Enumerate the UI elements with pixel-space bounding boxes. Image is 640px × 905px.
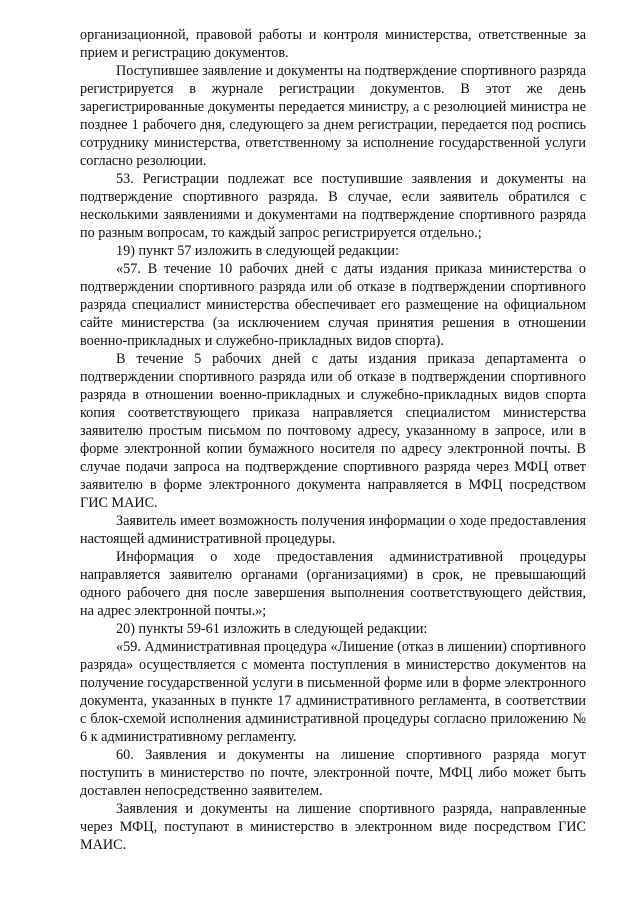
paragraph-item-57: «57. В течение 10 рабочих дней с даты издания приказа министерства о подтверждении спортивного разряда или об отказе в подтверждении спортивного разряда специалист министерства обеспечивает его размещение на официальном сайте министерства (за исключением случая принятия решения в отношении военно-прикладных и служебно-прикладных видов спорта). — [80, 261, 586, 349]
paragraph-amendment-19: 19) пункт 57 изложить в следующей редакции: — [116, 243, 399, 259]
paragraph-amendment-20: 20) пункты 59-61 изложить в следующей редакции: — [116, 621, 428, 637]
paragraph-item-60: 60. Заявления и документы на лишение спортивного разряда могут поступить в министерство по почте, электронной почте, МФЦ либо может быть доставлен непосредственно заявителем. — [80, 747, 586, 799]
paragraph-continuation: организационной, правовой работы и контроля министерства, ответственные за прием и регистрацию документов. — [80, 27, 586, 61]
document-page — [80, 26, 586, 854]
paragraph-mfc-submission: Заявления и документы на лишение спортивного разряда, направленные через МФЦ, поступают в министерство в электронном виде посредством ГИС МАИС. — [80, 801, 586, 853]
paragraph-item-53: 53. Регистрации подлежат все поступившие заявления и документы на подтверждение спортивного разряда. В случае, если заявитель обратился с несколькими заявлениями и документами на подтверждение спортивного разряда по разным вопросам, то каждый запрос регистрируется отдельно.; — [80, 171, 586, 241]
paragraph-applicant-info: Заявитель имеет возможность получения информации о ходе предоставления настоящей административной процедуры. — [80, 513, 586, 547]
paragraph-5-working-days: В течение 5 рабочих дней с даты издания приказа департамента о подтверждении спортивного разряда или об отказе в подтверждении спортивного разряда в отношении военно-прикладных и служебно-прикладных видов спорта копия соответствующего приказа направляется специалистом министерства заявителю простым письмом по почтовому адресу, указанному в запросе, или в форме электронной копии бумажного носителя по адресу электронной почты. В случае подачи запроса на подтверждение спортивного разряда через МФЦ ответ заявителю в форме электронного документа направляется в МФЦ посредством ГИС МАИС. — [80, 351, 586, 511]
paragraph-item-59: «59. Административная процедура «Лишение (отказ в лишении) спортивного разряда» осуществляется с момента поступления в министерство документов на получение государственной услуги в письменной форме или в форме электронного документа, указанных в пункте 17 административного регламента, в соответствии с блок-схемой исполнения административной процедуры согласно приложению № 6 к административному регламенту. — [80, 639, 586, 745]
paragraph-progress-info: Информация о ходе предоставления административной процедуры направляется заявителю органами (организациями) в срок, не превышающий одного рабочего дня после завершения выполнения соответствующего действия, на адрес электронной почты.»; — [80, 549, 586, 619]
paragraph-registration-journal: Поступившее заявление и документы на подтверждение спортивного разряда регистрируется в журнале регистрации документов. В этот же день зарегистрированные документы передается министру, а с резолюцией министра не позднее 1 рабочего дня, следующего за днем регистрации, передается под роспись сотруднику министерства, ответственному за исполнение государственной услуги согласно резолюции. — [80, 63, 586, 169]
